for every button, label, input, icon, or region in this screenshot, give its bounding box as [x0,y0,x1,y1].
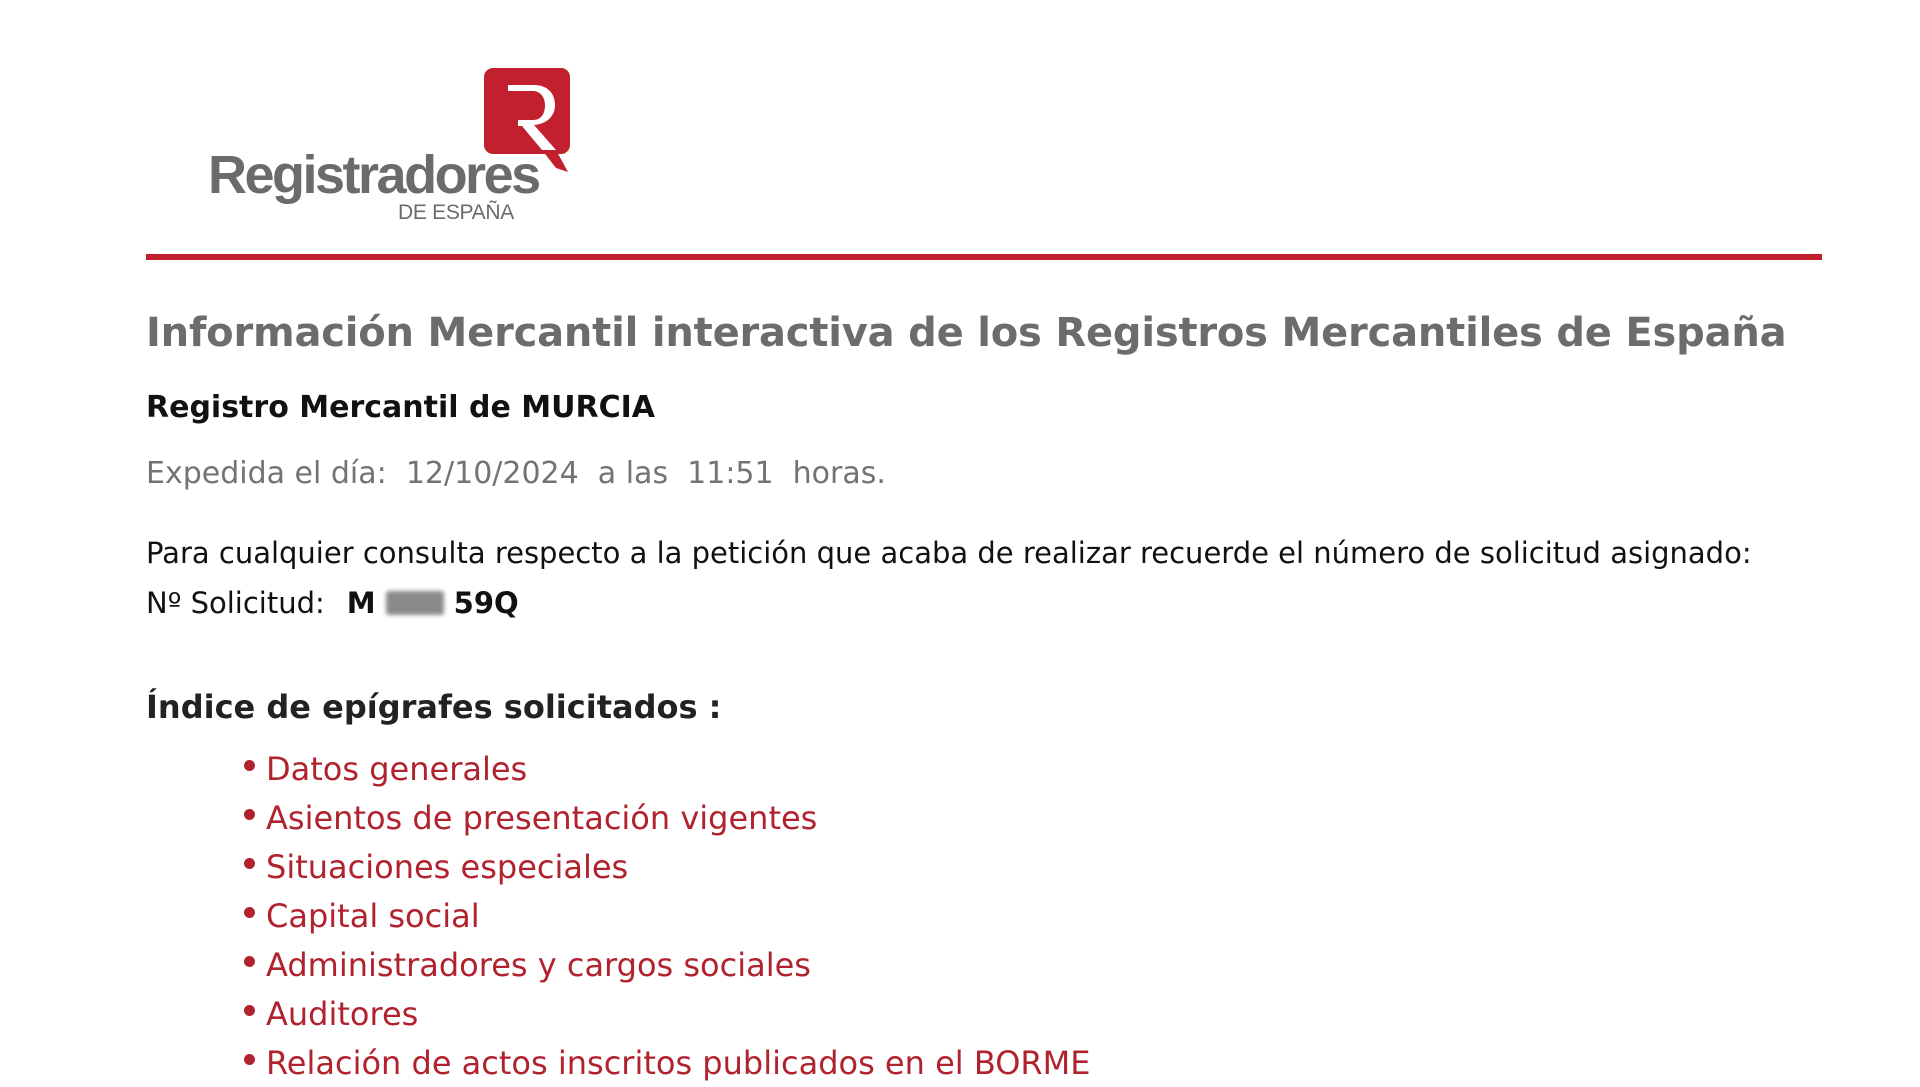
epigrafe-label: Situaciones especiales [266,847,629,886]
epigrafe-link-capital[interactable] [244,891,1090,940]
solicitud-prefix: M [346,586,376,620]
consulta-notice: Para cualquier consulta respecto a la petición que acaba de realizar recuerde el número de solicitud asignado: [146,536,1752,570]
epigrafe-label: Datos generales [266,749,528,788]
epigrafe-link-auditores[interactable] [244,989,1090,1038]
logo-subtitle: DE ESPAÑA [398,201,514,224]
bullet-icon [244,858,255,869]
bullet-icon [244,760,255,771]
redacted-block [386,591,444,615]
solicitud-label: Nº Solicitud: [146,586,325,620]
index-heading: Índice de epígrafes solicitados : [146,688,722,726]
epigrafe-link-administradores[interactable] [244,940,1090,989]
epigrafe-label: Capital social [266,896,480,935]
epigrafe-link-asientos[interactable] [244,793,1090,842]
registro-heading: Registro Mercantil de MURCIA [146,390,655,425]
solicitud-line [146,586,519,621]
epigrafe-link-situaciones[interactable] [244,842,1090,891]
epigrafe-label: Relación de actos inscritos publicados en el BORME [266,1043,1091,1082]
bullet-icon [244,1054,255,1065]
page-title: Información Mercantil interactiva de los Registros Mercantiles de España [146,310,1787,356]
epigrafe-label: Auditores [266,994,419,1033]
registradores-logo [208,68,588,228]
solicitud-suffix: 59Q [453,586,519,620]
epigrafe-label: Asientos de presentación vigentes [266,798,818,837]
solicitud-number [347,586,519,621]
bullet-icon [244,907,255,918]
epigrafe-label: Administradores y cargos sociales [266,945,811,984]
logo-wordmark: Registradores [208,145,539,205]
bullet-icon [244,809,255,820]
bullet-icon [244,1005,255,1016]
epigrafe-link-datos-generales[interactable] [244,744,1090,793]
epigrafes-list [244,744,1090,1087]
issued-date-text: Expedida el día: 12/10/2024 a las 11:51 horas. [146,456,886,491]
header-divider [146,254,1822,260]
bullet-icon [244,956,255,967]
